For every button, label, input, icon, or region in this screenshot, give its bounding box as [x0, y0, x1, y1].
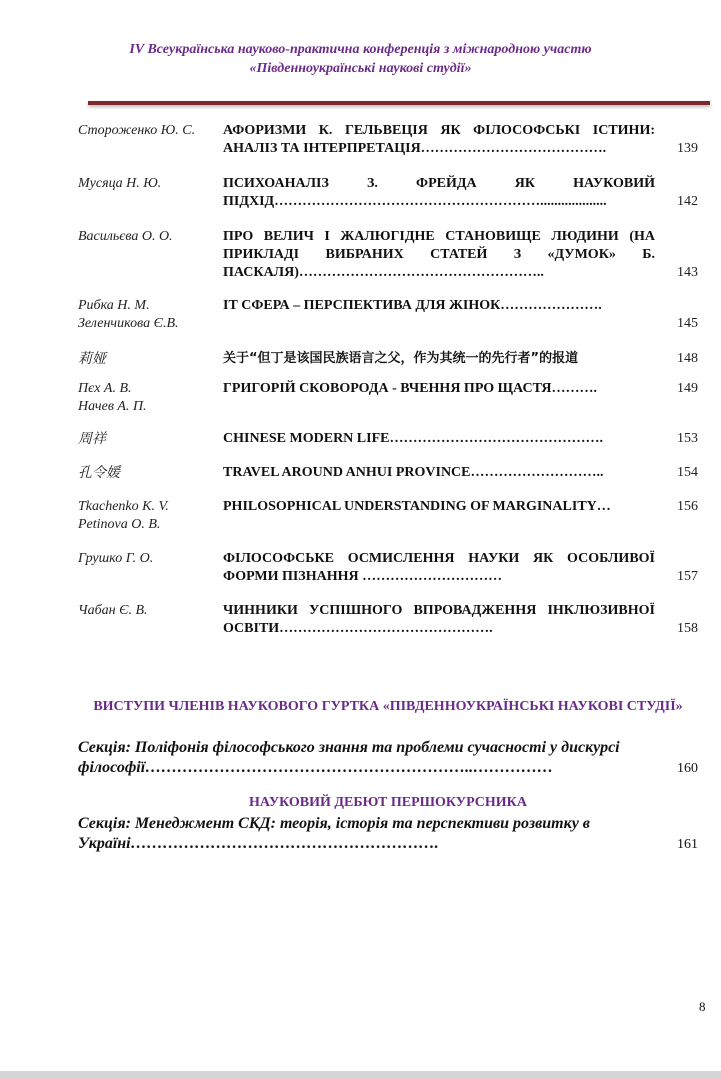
toc-page: 148	[677, 351, 698, 366]
header-divider	[88, 101, 710, 105]
toc-entry	[78, 380, 698, 416]
conference-title-line-2: «Південноукраїнські наукові студії»	[249, 61, 472, 76]
toc-author: Tkachenko K. V. Petinova O. B.	[78, 499, 169, 532]
toc-entry	[78, 602, 698, 638]
page-number: 8	[699, 999, 706, 1014]
section-heading-student-club: ВИСТУПИ ЧЛЕНІВ НАУКОВОГО ГУРТКА «ПІВДЕННОУКРАЇНСЬКІ НАУКОВІ СТУДІЇ»	[93, 699, 683, 714]
section-heading-freshman-debut: НАУКОВИЙ ДЕБЮТ ПЕРШОКУРСНИКА	[249, 795, 527, 810]
toc-entry	[78, 228, 698, 282]
toc-entry	[78, 122, 698, 158]
toc-author: Васильєва О. О.	[78, 229, 173, 244]
toc-page: 143	[677, 265, 698, 280]
toc-page: 158	[677, 621, 698, 636]
toc-author: Стороженко Ю. С.	[78, 123, 196, 138]
conference-header	[0, 40, 721, 78]
toc-page: 139	[677, 141, 698, 156]
toc-title: TRAVEL AROUND ANHUI PROVINCE………………………..	[223, 465, 604, 480]
section-title: Секція: Менеджмент СКД: теорія, історія та перспективи розвитку в Україні………………………………………………….	[78, 815, 590, 852]
page-bottom-edge	[0, 1071, 721, 1079]
section-entry-freshman-debut	[78, 814, 698, 854]
toc-title: ЧИННИКИ УСПІШНОГО ВПРОВАДЖЕННЯ ІНКЛЮЗИВНОЇ ОСВІТИ……………………………………….	[223, 603, 655, 636]
conference-title-line-1: IV Всеукраїнська науково-практична конференція з міжнародною участю	[129, 42, 592, 57]
toc-entry	[78, 175, 698, 211]
toc-author: 孔令媛	[78, 465, 120, 481]
toc-entry	[78, 350, 698, 368]
toc-entry	[78, 430, 698, 448]
toc-entry	[78, 297, 698, 333]
toc-author: Рибка Н. М. Зеленчикова Є.В.	[78, 298, 179, 331]
toc-title: ГРИГОРІЙ СКОВОРОДА - ВЧЕННЯ ПРО ЩАСТЯ……….	[223, 381, 597, 396]
toc-entry	[78, 498, 698, 534]
toc-entry	[78, 464, 698, 482]
toc-author: 周祥	[78, 431, 106, 447]
toc-title: ПСИХОАНАЛІЗ З. ФРЕЙДА ЯК НАУКОВИЙ ПІДХІД…………………………………………………...................	[223, 176, 655, 209]
toc-entry	[78, 550, 698, 586]
toc-title: PHILOSOPHICAL UNDERSTANDING OF MARGINALITY…	[223, 499, 611, 514]
toc-page: 149	[677, 381, 698, 396]
toc-title: ІТ СФЕРА – ПЕРСПЕКТИВА ДЛЯ ЖІНОК………………….	[223, 298, 602, 313]
toc-author: Грушко Г. О.	[78, 551, 154, 566]
toc-title: АФОРИЗМИ К. ГЕЛЬВЕЦІЯ ЯК ФІЛОСОФСЬКІ ІСТИНИ: АНАЛІЗ ТА ІНТЕРПРЕТАЦІЯ………………………………….	[223, 123, 655, 156]
section-title: Секція: Поліфонія філософського знання та проблеми сучасності у дискурсі філософії……………………………………………………..……………	[78, 739, 620, 776]
toc-page: 145	[677, 316, 698, 331]
table-of-contents	[78, 122, 698, 638]
toc-author: Мусяцa Н. Ю.	[78, 176, 162, 191]
section-page: 161	[677, 837, 698, 852]
toc-author: 莉娅	[78, 351, 106, 367]
section-page: 160	[677, 761, 698, 776]
toc-page: 156	[677, 499, 698, 514]
toc-title: CHINESE MODERN LIFE……………………………………….	[223, 431, 603, 446]
toc-title: ПРО ВЕЛИЧ І ЖАЛЮГІДНЕ СТАНОВИЩЕ ЛЮДИНИ (НА ПРИКЛАДІ ВИБРАНИХ СТАТЕЙ З «ДУМОК» Б. ПАСКАЛЯ)……………………………………………..	[223, 229, 655, 280]
toc-title: 关于“但丁是该国民族语言之父，作为其统一的先行者”的报道	[223, 351, 579, 366]
toc-page: 153	[677, 431, 698, 446]
toc-page: 142	[677, 194, 698, 209]
toc-author: Пєх А. В. Начев А. П.	[78, 381, 147, 414]
toc-title: ФІЛОСОФСЬКЕ ОСМИСЛЕННЯ НАУКИ ЯК ОСОБЛИВОЇ ФОРМИ ПІЗНАННЯ …………………………	[223, 551, 655, 584]
section-entry-student-club	[78, 738, 698, 778]
toc-author: Чабан Є. В.	[78, 603, 148, 618]
toc-page: 157	[677, 569, 698, 584]
toc-page: 154	[677, 465, 698, 480]
